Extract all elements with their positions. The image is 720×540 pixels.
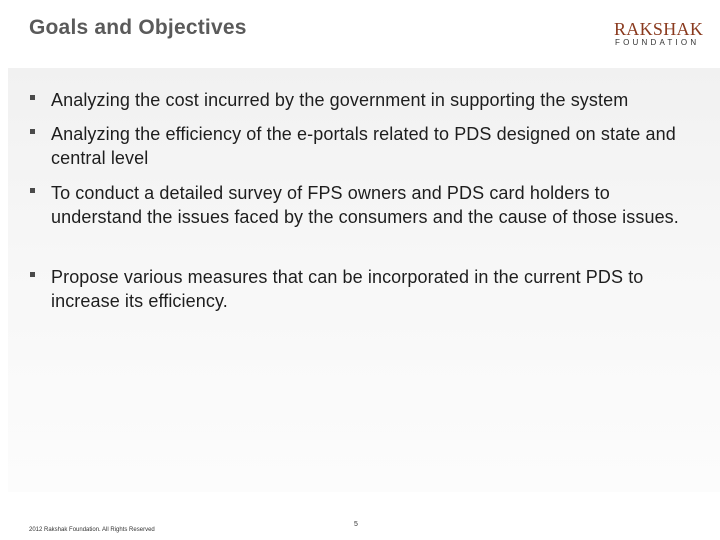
bullet-text: Propose various measures that can be incorporated in the current PDS to increase its efficiency.	[51, 267, 644, 311]
footer-copyright: 2012 Rakshak Foundation. All Rights Reserved	[29, 527, 155, 533]
footer-page-number: 5	[354, 521, 358, 528]
slide-header	[0, 0, 720, 60]
rakshak-foundation-logo	[614, 20, 710, 48]
bullet-text: Analyzing the efficiency of the e-portals related to PDS designed on state and central level	[51, 124, 676, 168]
logo-wordmark: RAKSHAK	[614, 19, 704, 39]
bullet-text: To conduct a detailed survey of FPS owners and PDS card holders to understand the issues faced by the consumers and the cause of those issues.	[51, 183, 679, 227]
bullet-text: Analyzing the cost incurred by the government in supporting the system	[51, 90, 629, 110]
square-bullet-icon	[30, 188, 35, 193]
square-bullet-icon	[30, 272, 35, 277]
slide-title: Goals and Objectives	[29, 16, 247, 39]
square-bullet-icon	[30, 129, 35, 134]
slide-content-area	[8, 68, 720, 492]
square-bullet-icon	[30, 95, 35, 100]
logo-subtext: FOUNDATION	[615, 38, 700, 47]
